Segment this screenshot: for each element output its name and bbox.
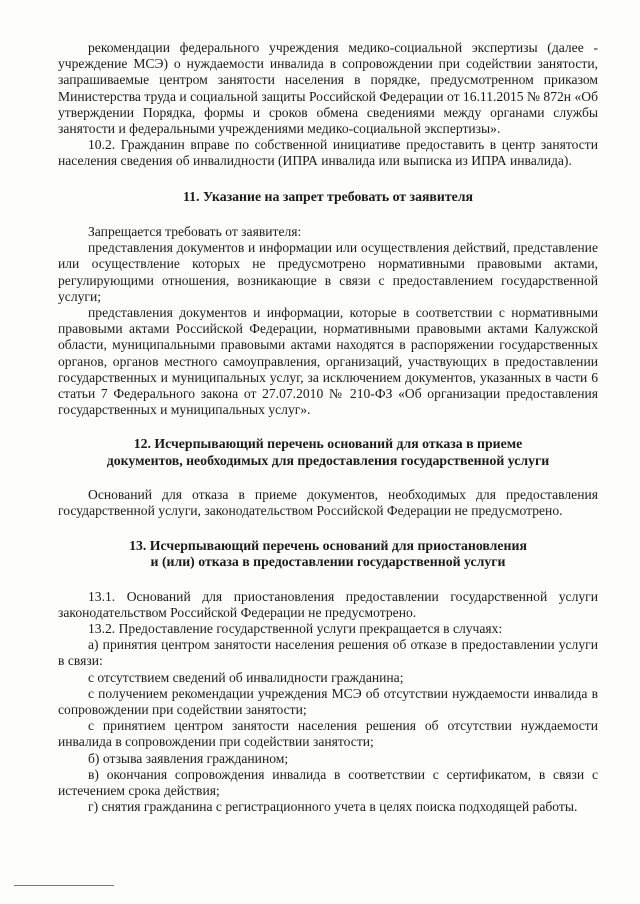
list-item-a: а) принятия центром занятости населения решения об отказе в предоставлении услуги в связи:	[58, 637, 598, 669]
section-heading-12-line-2: документов, необходимых для предоставления государственной услуги	[106, 452, 550, 468]
list-item-a-reason-3: с принятием центром занятости населения решения об отсутствии нуждаемости инвалида в сопровождении при содействии занятости;	[58, 718, 598, 750]
paragraph-no-refusal-grounds: Оснований для отказа в приеме документов, необходимых для предоставления государственной услуги, законодательством Российской Федерации не предусмотрено.	[58, 487, 598, 519]
section-heading-13-line-1: 13. Исчерпывающий перечень оснований для приостановления	[129, 537, 527, 553]
document-body	[58, 40, 598, 815]
footer-divider	[14, 885, 114, 886]
paragraph-13-1: 13.1. Оснований для приостановления предоставлении государственной услуги законодательством Российской Федерации не предусмотрено.	[58, 588, 598, 620]
section-heading-13-line-2: и (или) отказа в предоставлении государственной услуги	[150, 554, 506, 570]
paragraph-prohibition-item-2: представления документов и информации, которые в соответствии с нормативными правовыми актами Российской Федерации, нормативными правовыми актами Калужской области, муниципальными правовыми актами находятся в распоряжении государственных органов, органов местного самоуправления, организаций, участвующих в предоставлении государственных и муниципальных услуг, за исключением документов, указанных в части 6 статьи 7 Федерального закона от 27.07.2010 № 210-ФЗ «Об организации предоставления государственных и муниципальных услуг».	[58, 305, 598, 418]
list-item-a-reason-1: с отсутствием сведений об инвалидности гражданина;	[88, 669, 404, 685]
paragraph-prohibition-intro: Запрещается требовать от заявителя:	[88, 224, 302, 240]
list-item-b: б) отзыва заявления гражданином;	[88, 750, 289, 766]
list-item-a-reason-2: с получением рекомендации учреждения МСЭ об отсутствии нуждаемости инвалида в сопровождении при содействии занятости;	[58, 685, 598, 717]
list-item-g: г) снятия гражданина с регистрационного учета в целях поиска подходящей работы.	[88, 799, 578, 815]
section-heading-11: 11. Указание на запрет требовать от заявителя	[183, 188, 473, 204]
section-heading-12-line-1: 12. Исчерпывающий перечень оснований для отказа в приеме	[133, 436, 523, 452]
paragraph-10-2: 10.2. Гражданин вправе по собственной инициативе предоставить в центр занятости населения сведения об инвалидности (ИПРА инвалида или выписка из ИПРА инвалида).	[58, 137, 598, 169]
list-item-v: в) окончания сопровождения инвалида в соответствии с сертификатом, в связи с истечением срока действия;	[58, 766, 598, 798]
paragraph-msa-recommendations: рекомендации федерального учреждения медико-социальной экспертизы (далее - учреждение МСЭ) о нуждаемости инвалида в сопровождении при содействии занятости, запрашиваемые центром занятости населения в порядке, предусмотренном приказом Министерства труда и социальной защиты Российской Федерации от 16.11.2015 № 872н «Об утверждении Порядка, формы и сроков обмена сведениями между органами службы занятости и федеральными учреждениями медико-социальной экспертизы».	[58, 40, 598, 137]
paragraph-prohibition-item-1: представления документов и информации или осуществления действий, представление или осуществление которых не предусмотрено нормативными правовыми актами, регулирующими отношения, возникающие в связи с предоставлением государственной услуги;	[58, 240, 598, 304]
paragraph-13-2: 13.2. Предоставление государственной услуги прекращается в случаях:	[88, 620, 503, 636]
